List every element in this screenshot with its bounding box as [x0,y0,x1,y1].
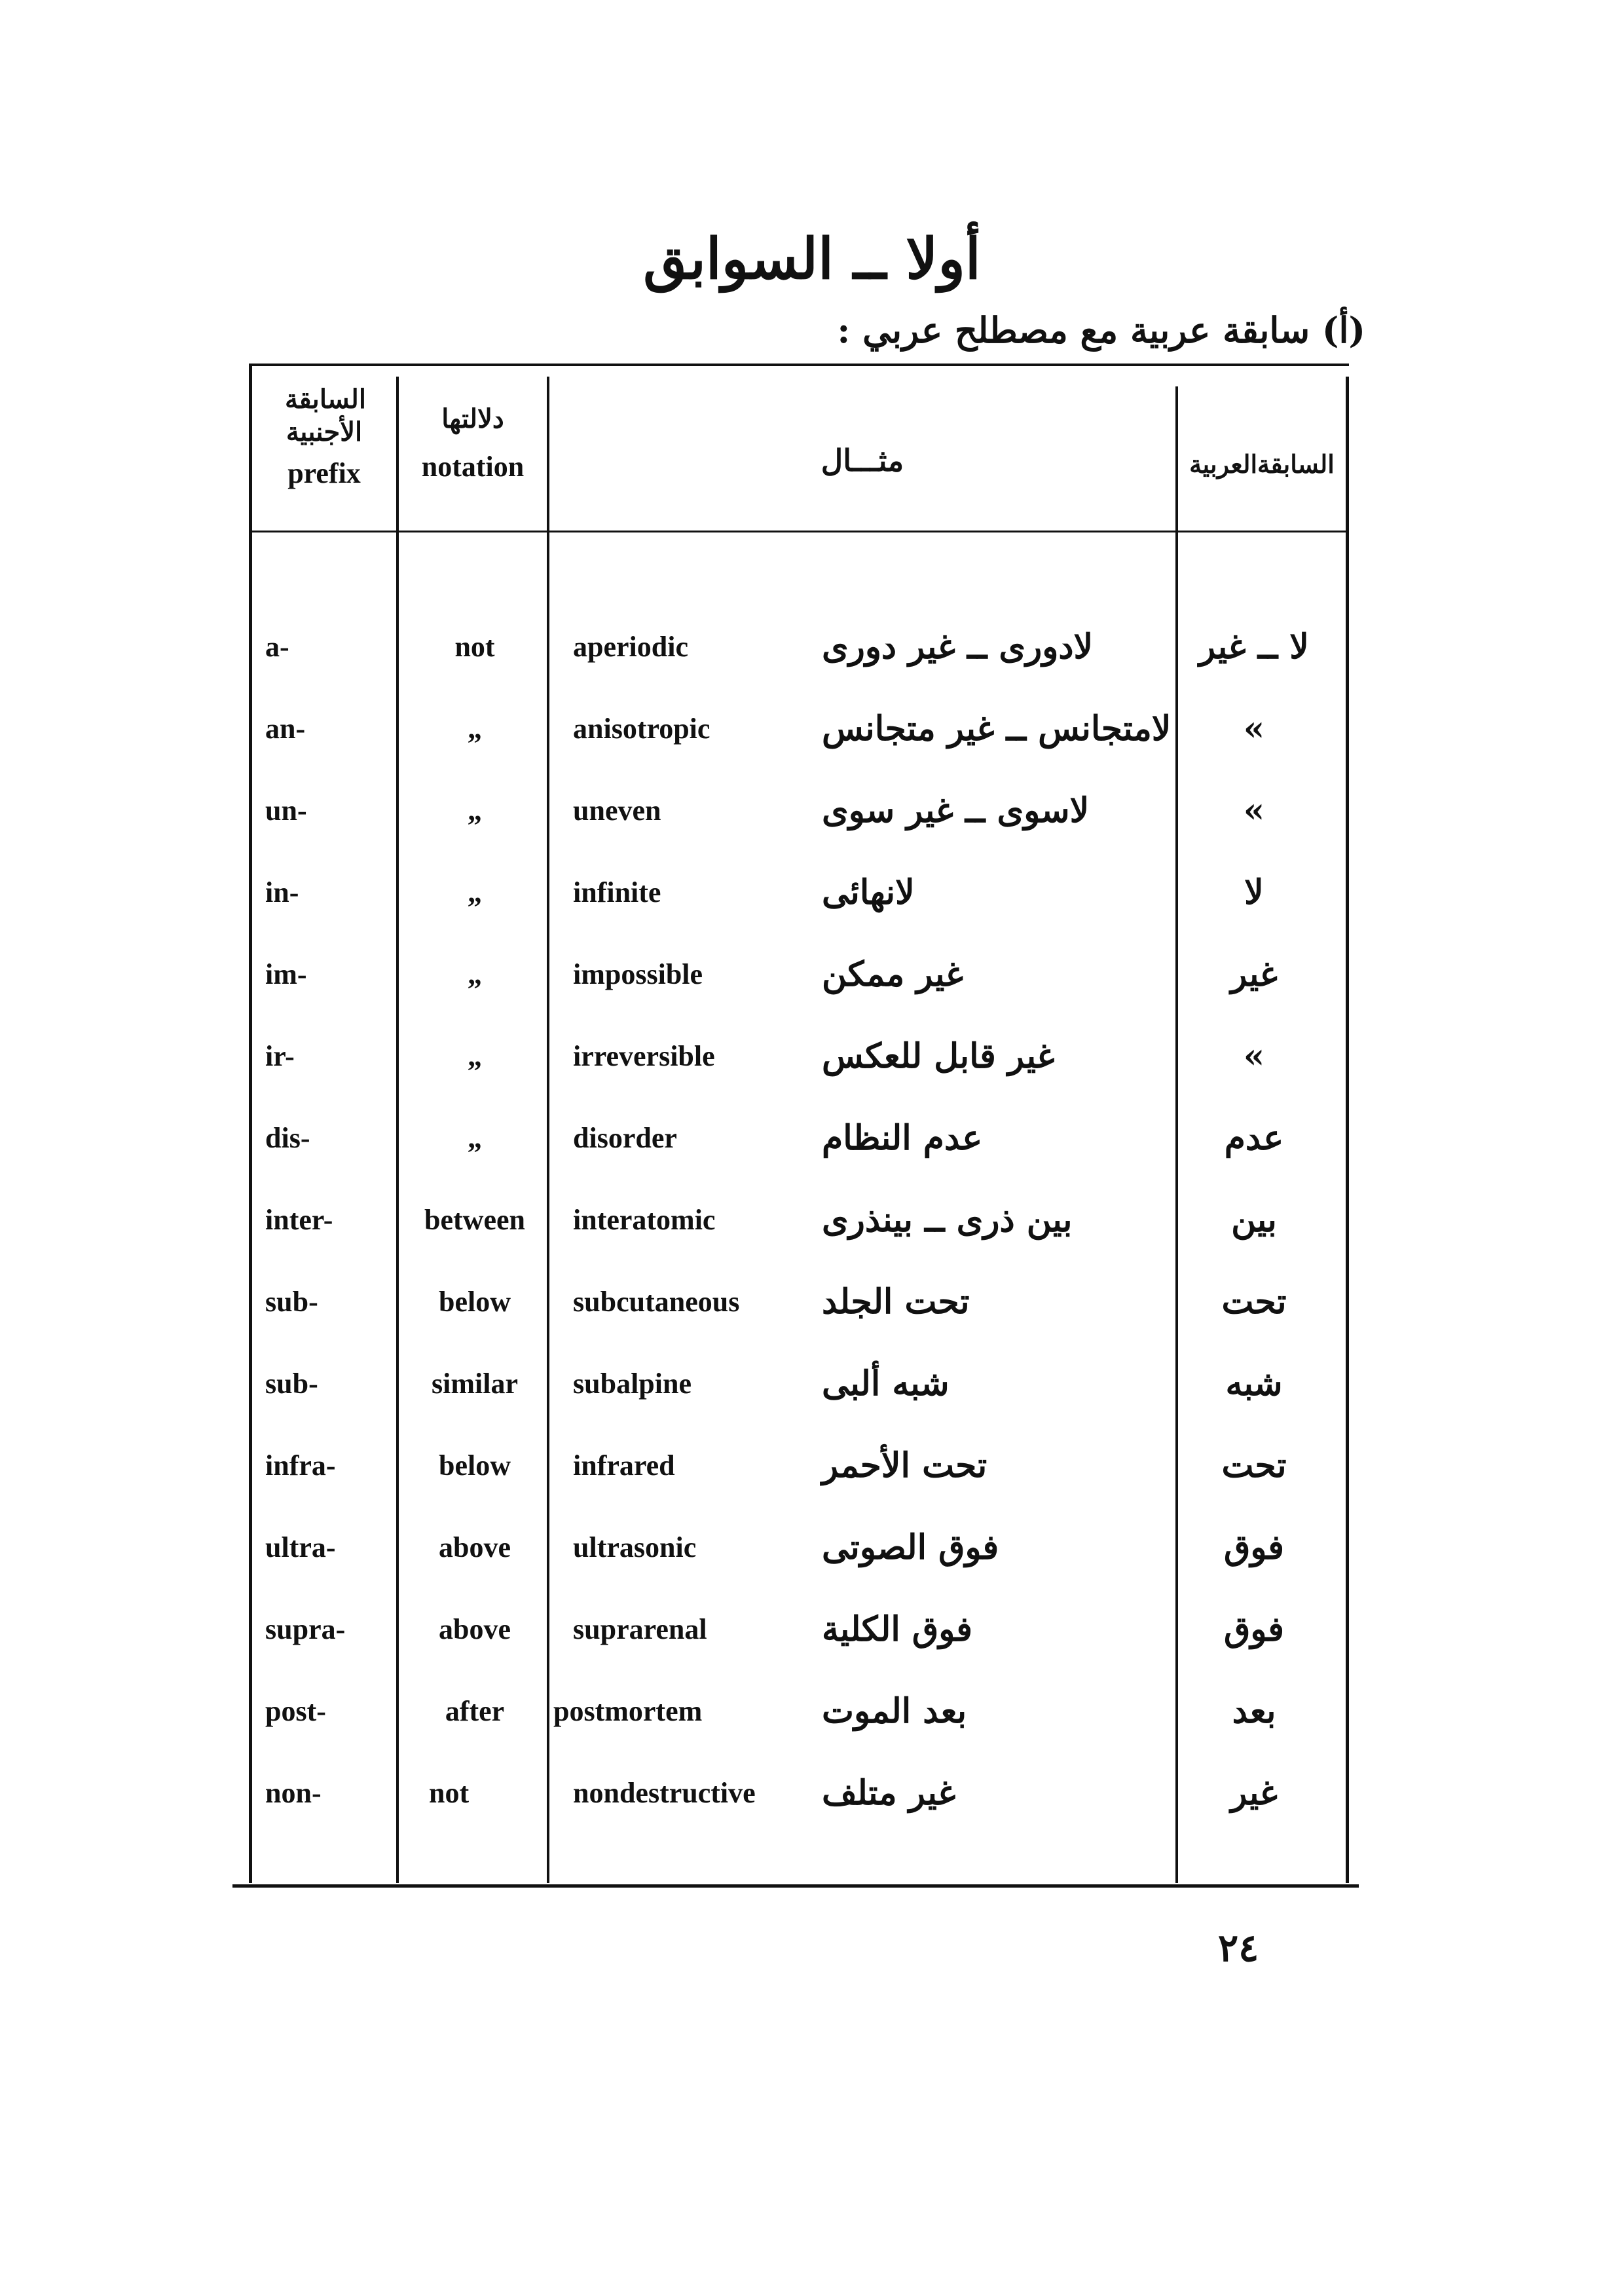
notation: „ [468,794,482,827]
example-english: ultrasonic [573,1531,697,1563]
notation: „ [468,713,482,745]
example-english: subalpine [573,1368,692,1400]
arabic-prefix: لا [1244,872,1264,912]
example-arabic: غير ممكن [822,954,963,994]
foreign-prefix: a- [265,631,289,663]
header-foreign-prefix-english: prefix [287,457,361,489]
table-row [232,688,1359,770]
table-row [232,1425,1359,1506]
arabic-prefix: لا ــ غير [1199,627,1309,667]
notation: similar [432,1368,518,1400]
example-arabic: بعد الموت [822,1691,967,1731]
example-english: nondestructive [573,1777,756,1809]
example-english: disorder [573,1122,677,1154]
header-foreign-prefix [252,383,396,491]
example-arabic: شبه ألبى [822,1364,950,1404]
header-notation-arabic: دلالتها [441,403,504,434]
example-english: subcutaneous [573,1286,740,1318]
example-arabic: تحت الجلد [822,1282,970,1322]
notation: below [439,1449,511,1482]
example-english: aperiodic [573,631,688,663]
notation: not [429,1777,470,1809]
arabic-prefix: فوق [1223,1609,1285,1649]
example-english: interatomic [573,1204,716,1236]
arabic-prefix: » [1243,709,1265,749]
table-row [232,1588,1359,1670]
table-row [232,1670,1359,1752]
table-bottom-border [232,1884,1359,1888]
notation: between [424,1204,525,1236]
example-arabic: غير متلف [822,1773,956,1813]
table-row [232,1506,1359,1588]
page-title: أولا ــ السوابق [643,226,981,292]
notation: „ [468,876,482,908]
table-row [232,1015,1359,1097]
example-arabic: عدم النظام [822,1118,983,1158]
table-row [232,1097,1359,1179]
example-english: infrared [573,1449,675,1482]
arabic-prefix: » [1243,791,1265,830]
page-number: ٢٤ [1218,1926,1259,1970]
table-row [232,1179,1359,1261]
example-english: irreversible [573,1040,715,1072]
arabic-prefix: تحت [1221,1446,1287,1485]
notation: above [439,1613,511,1645]
table-row [232,770,1359,851]
example-arabic: لامتجانس ــ غير متجانس [822,709,1172,749]
arabic-prefix: عدم [1224,1118,1284,1158]
foreign-prefix: un- [265,794,307,827]
table-row [232,1343,1359,1425]
foreign-prefix: post- [265,1695,326,1727]
notation: „ [468,1122,482,1154]
arabic-prefix: غير [1230,954,1278,994]
header-arabic-prefix [1178,449,1346,480]
example-english: anisotropic [573,713,710,745]
example-arabic: بين ذرى ــ بينذرى [822,1200,1073,1240]
section-subtitle: (أ) سابقة عربية مع مصطلح عربي : [837,309,1365,351]
example-arabic: غير قابل للعكس [822,1036,1055,1076]
foreign-prefix: supra- [265,1613,346,1645]
example-english: infinite [573,876,661,908]
foreign-prefix: an- [265,713,306,745]
arabic-prefix: غير [1230,1773,1278,1813]
notation: above [439,1531,511,1563]
foreign-prefix: sub- [265,1368,318,1400]
header-example-arabic: مثـــال [821,443,904,478]
header-foreign-prefix-arabic: السابقة الأجنبية [285,384,366,447]
notation: „ [468,958,482,990]
table-row [232,933,1359,1015]
example-arabic: لادورى ــ غير دورى [822,627,1094,667]
arabic-prefix: فوق [1223,1527,1285,1567]
foreign-prefix: ultra- [265,1531,336,1563]
table-row [232,851,1359,933]
example-english: suprarenal [573,1613,707,1645]
notation: after [445,1695,505,1727]
example-arabic: لاسوى ــ غير سوى [822,791,1090,830]
foreign-prefix: non- [265,1777,322,1809]
foreign-prefix: inter- [265,1204,333,1236]
table-row [232,606,1359,688]
arabic-prefix: تحت [1221,1282,1287,1322]
foreign-prefix: im- [265,958,307,990]
header-notation [399,403,547,485]
foreign-prefix: infra- [265,1449,336,1482]
arabic-prefix: بين [1231,1200,1277,1240]
notation: „ [468,1040,482,1072]
example-english: postmortem [553,1695,703,1727]
foreign-prefix: dis- [265,1122,310,1154]
table-top-border [249,364,1349,366]
example-english: uneven [573,794,661,827]
example-english: impossible [573,958,703,990]
header-arabic-prefix-arabic: السابقةالعربية [1189,449,1335,479]
example-arabic: تحت الأحمر [822,1446,987,1485]
table-row [232,1261,1359,1343]
example-arabic: فوق الصوتى [822,1527,999,1567]
example-arabic: فوق الكلية [822,1609,972,1649]
foreign-prefix: in- [265,876,299,908]
header-underline [249,531,1349,532]
header-example [549,442,1175,480]
notation: below [439,1286,511,1318]
arabic-prefix: شبه [1225,1364,1283,1404]
table-row [232,1752,1359,1834]
notation: not [454,631,495,663]
arabic-prefix: بعد [1232,1691,1276,1731]
prefix-table [232,364,1359,1890]
arabic-prefix: » [1243,1036,1265,1076]
foreign-prefix: ir- [265,1040,295,1072]
foreign-prefix: sub- [265,1286,318,1318]
example-arabic: لانهائى [822,872,915,912]
header-notation-english: notation [421,451,525,483]
